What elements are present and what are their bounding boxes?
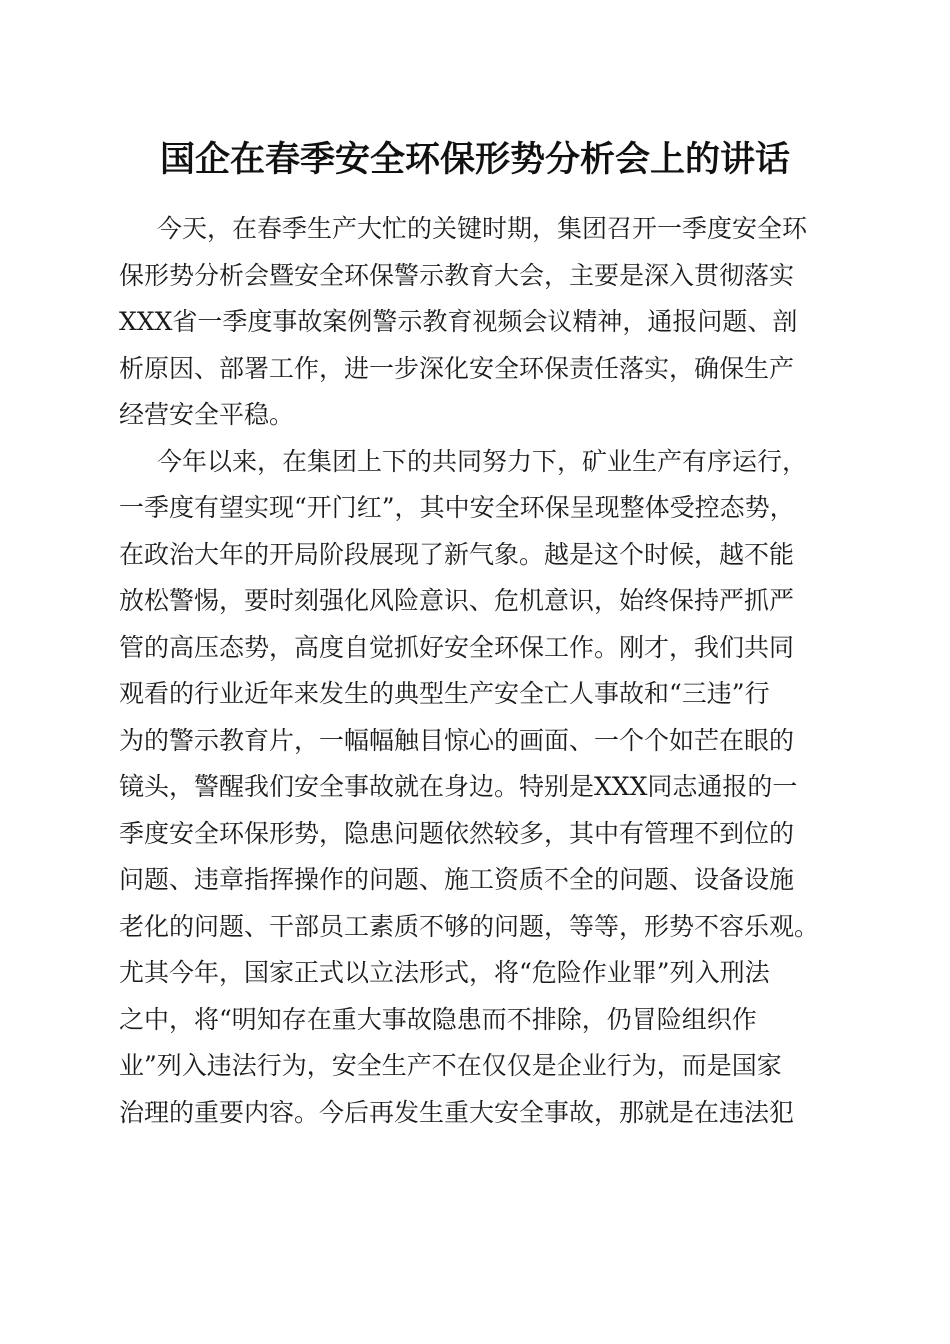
text-line: 老化的问题、干部员工素质不够的问题，等等，形势不容乐观。 xyxy=(119,911,820,941)
document-body xyxy=(119,206,829,1136)
text-line: 放松警惕，要时刻强化风险意识、危机意识，始终保持严抓严 xyxy=(119,586,795,615)
text-line: 季度安全环保形势，隐患问题依然较多，其中有管理不到位的 xyxy=(119,818,795,848)
text-line: 一季度有望实现“开门红”，其中安全环保呈现整体受控态势， xyxy=(119,493,795,522)
text-line: XXX省一季度事故案例警示教育视频会议精神，通报问题、剖 xyxy=(119,307,798,336)
text-line: 镜头，警醒我们安全事故就在身边。特别是XXX同志通报的一 xyxy=(119,772,798,801)
text-line: 业”列入违法行为，安全生产不在仅仅是企业行为，而是国家 xyxy=(119,1051,782,1080)
text-line: 经营安全平稳。 xyxy=(119,400,295,429)
text-line: 今天，在春季生产大忙的关键时期，集团召开一季度安全环 xyxy=(157,214,808,243)
text-line: 观看的行业近年来发生的典型生产安全亡人事故和“三违”行 xyxy=(119,679,770,708)
text-line: 管的高压态势，高度自觉抓好安全环保工作。刚才，我们共同 xyxy=(119,632,795,662)
paragraph-2 xyxy=(119,439,829,1137)
text-line: 问题、违章指挥操作的问题、施工资质不全的问题、设备设施 xyxy=(119,865,795,894)
text-line: 之中，将“明知存在重大事故隐患而不排除，仍冒险组织作 xyxy=(119,1004,757,1034)
text-line: 保形势分析会暨安全环保警示教育大会，主要是深入贯彻落实 xyxy=(119,260,795,290)
text-line: 为的警示教育片，一幅幅触目惊心的画面、一个个如芒在眼的 xyxy=(119,725,795,755)
text-line: 今年以来，在集团上下的共同努力下，矿业生产有序运行， xyxy=(157,446,808,476)
paragraph-1 xyxy=(119,206,829,439)
document-title: 国企在春季安全环保形势分析会上的讲话 xyxy=(159,139,790,180)
text-line: 尤其今年，国家正式以立法形式，将“危险作业罪”列入刑法 xyxy=(119,958,770,987)
text-line: 在政治大年的开局阶段展现了新气象。越是这个时候，越不能 xyxy=(119,539,795,569)
text-line: 治理的重要内容。今后再发生重大安全事故，那就是在违法犯 xyxy=(119,1097,795,1127)
text-line: 析原因、部署工作，进一步深化安全环保责任落实，确保生产 xyxy=(119,353,795,383)
